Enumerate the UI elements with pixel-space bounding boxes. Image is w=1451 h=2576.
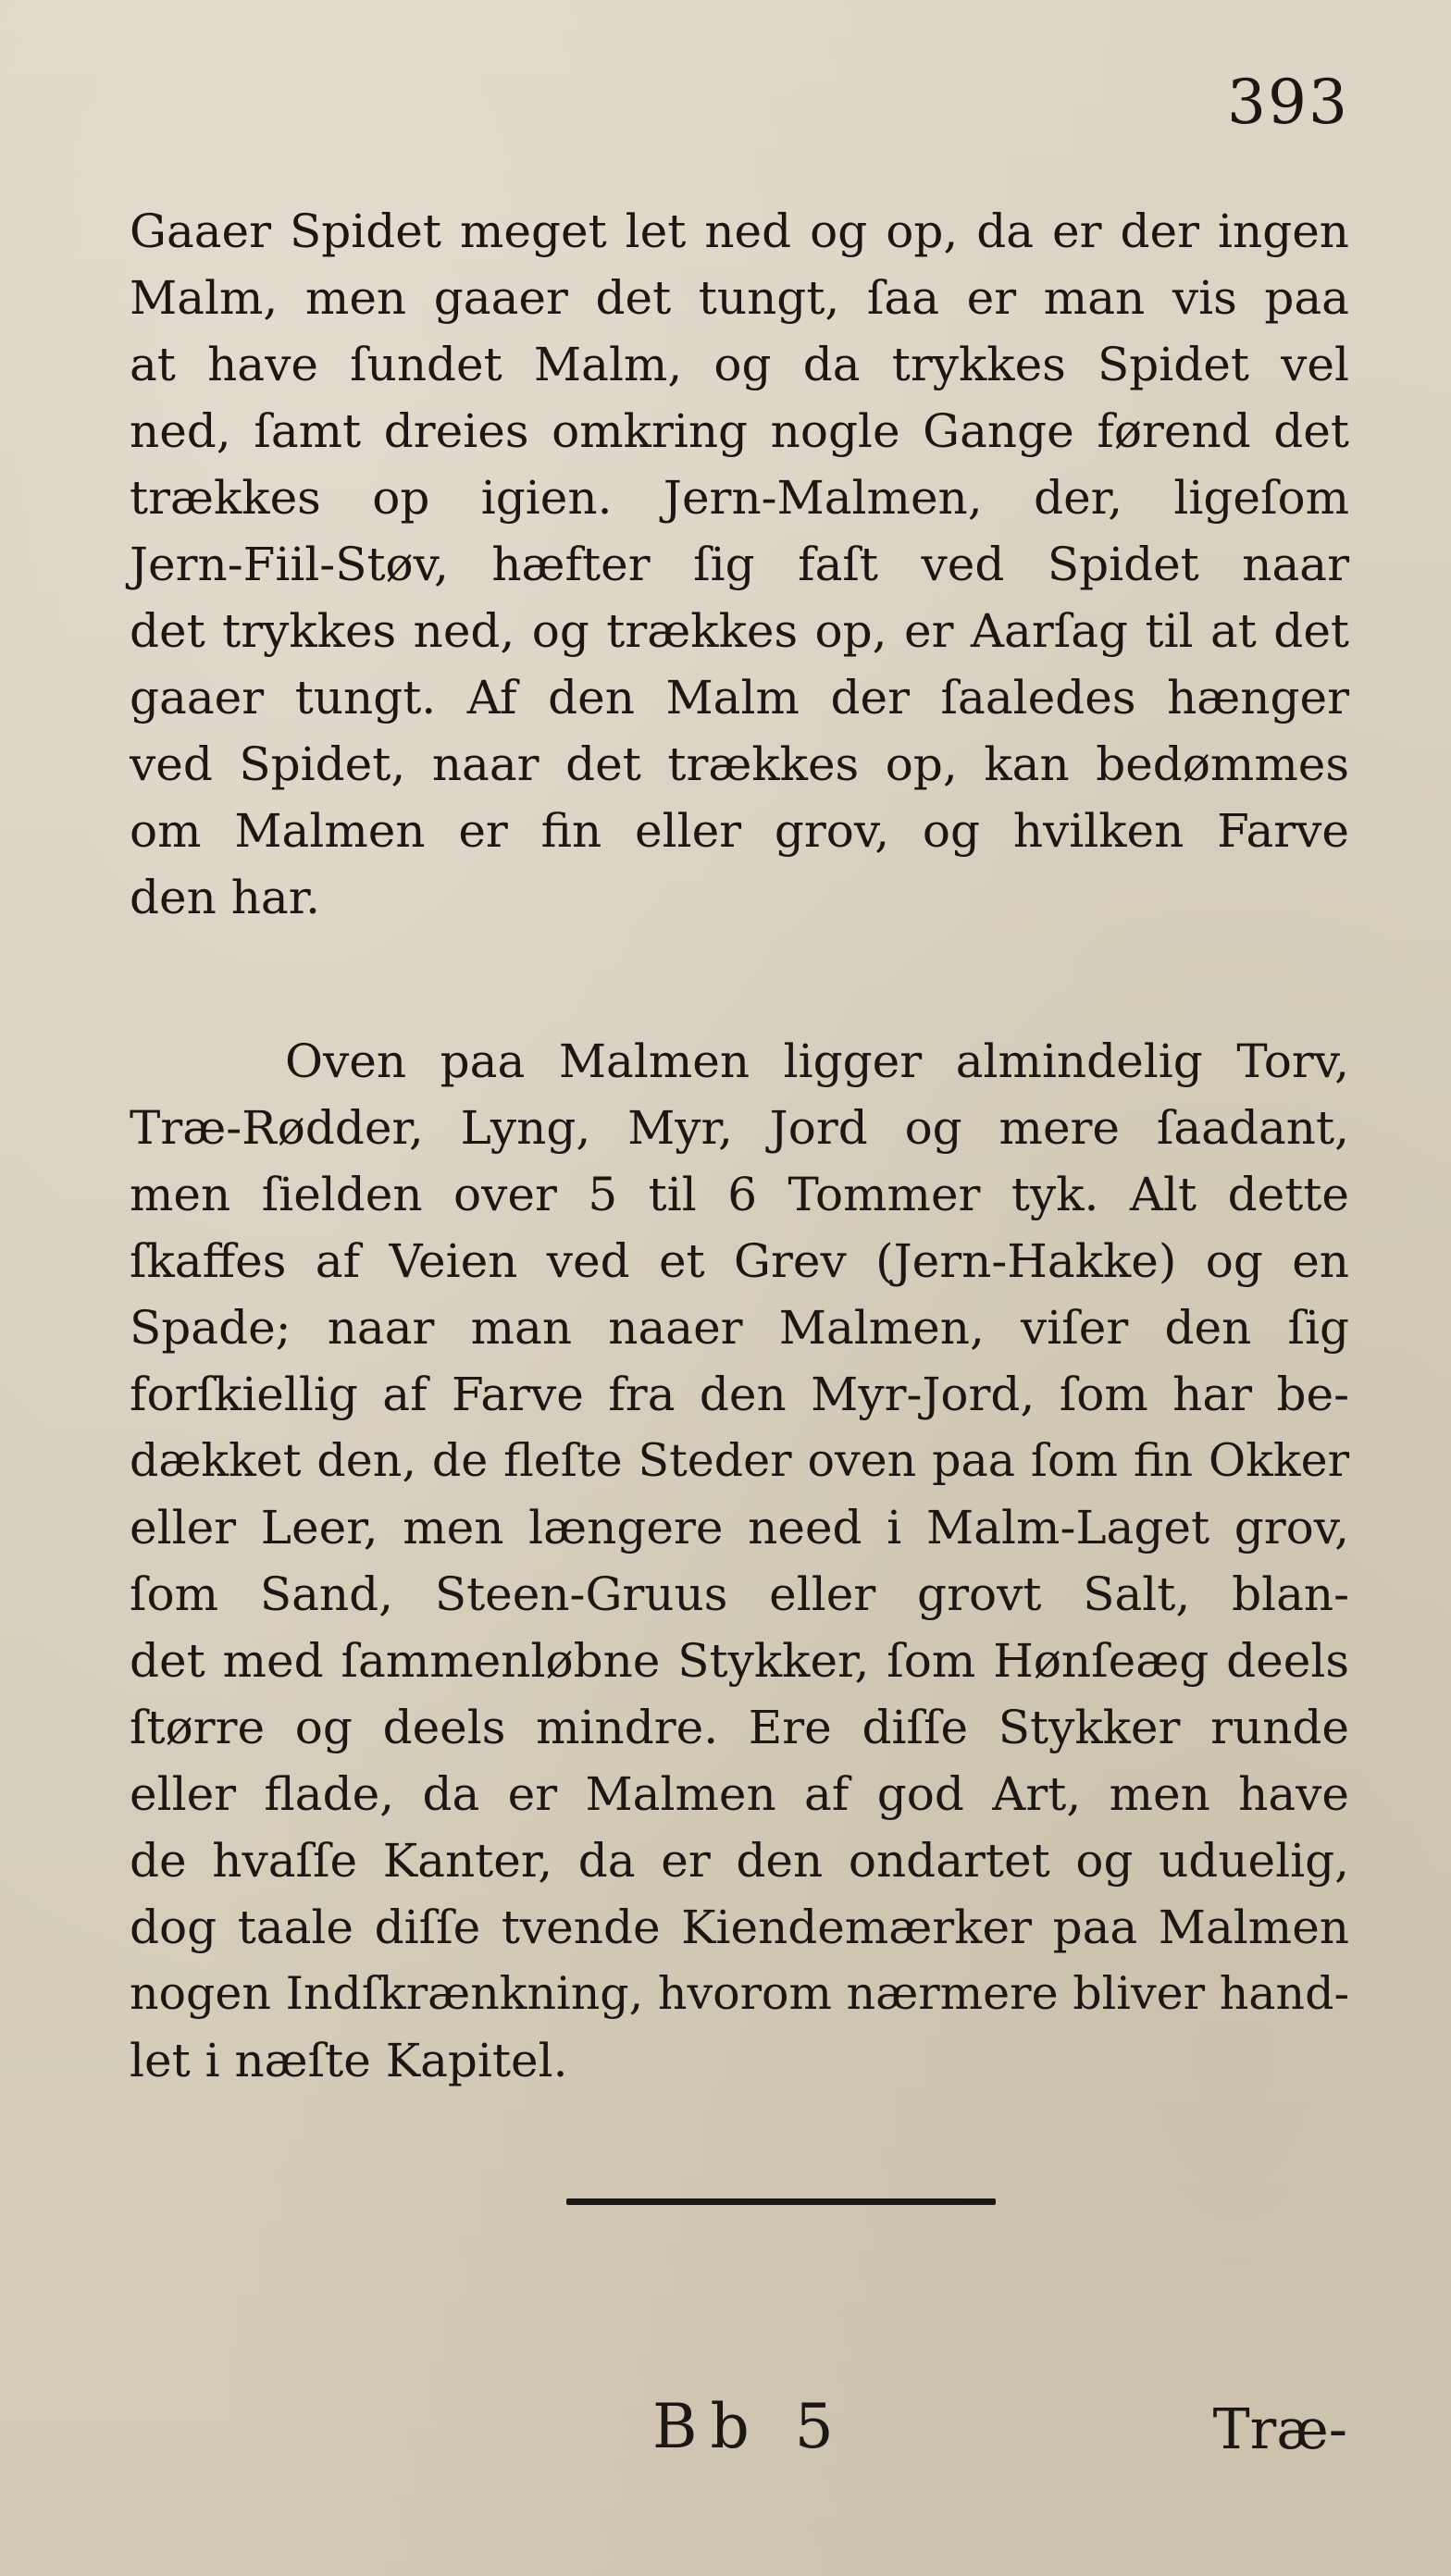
- signature-mark: Bb 5: [652, 2391, 847, 2462]
- page-number: 393: [1227, 67, 1349, 138]
- text-line: gaaer tungt. Af den Malm der ſaaledes hænger: [130, 671, 1349, 724]
- text-line: Spade; naar man naaer Malmen, viſer den ſig: [130, 1301, 1349, 1355]
- text-line: Jern-Fiil-Støv, hæfter ſig faſt ved Spidet naar: [130, 538, 1349, 591]
- catchword: Træ-: [1212, 2397, 1347, 2462]
- text-line: ſkaffes af Veien ved et Grev (Jern-Hakke) og en: [130, 1234, 1349, 1288]
- text-line: ved Spidet, naar det trækkes op, kan bedømmes: [130, 737, 1349, 791]
- text-line: det trykkes ned, og trækkes op, er Aarſag til at det: [130, 604, 1349, 658]
- text-line: ſtørre og deels mindre. Ere diſſe Stykker runde: [130, 1701, 1349, 1754]
- text-line: Oven paa Malmen ligger almindelig Torv,: [285, 1034, 1349, 1088]
- text-line: de hvaſſe Kanter, da er den ondartet og uduelig,: [130, 1834, 1349, 1888]
- text-line: eller flade, da er Malmen af god Art, men have: [130, 1767, 1349, 1821]
- text-line: Gaaer Spidet meget let ned og op, da er der ingen: [130, 204, 1349, 258]
- text-line: forſkiellig af Farve fra den Myr-Jord, ſom har be-: [130, 1368, 1349, 1421]
- text-line: om Malmen er fin eller grov, og hvilken Farve: [130, 804, 1349, 858]
- paragraph-2: [130, 1028, 1349, 2094]
- paragraph-1: [130, 198, 1349, 931]
- text-line: dækket den, de fleſte Steder oven paa ſom fin Okker: [130, 1434, 1349, 1487]
- text-line: eller Leer, men længere need i Malm-Laget grov,: [130, 1501, 1349, 1554]
- text-line: Malm, men gaaer det tungt, ſaa er man vis paa: [130, 271, 1349, 325]
- text-line: dog taale diſſe tvende Kiendemærker paa Malmen: [130, 1901, 1349, 1954]
- text-line: ned, ſamt dreies omkring nogle Gange førend det: [130, 404, 1349, 458]
- text-line: Træ-Rødder, Lyng, Myr, Jord og mere ſaadant,: [130, 1101, 1349, 1155]
- text-line: men ſielden over 5 til 6 Tommer tyk. Alt dette: [130, 1168, 1349, 1221]
- text-line: trækkes op igien. Jern-Malmen, der, ligeſom: [130, 471, 1349, 525]
- text-line: at have ſundet Malm, og da trykkes Spidet vel: [130, 338, 1349, 391]
- text-line: det med ſammenløbne Stykker, ſom Hønſeæg deels: [130, 1634, 1349, 1688]
- text-line: let i næſte Kapitel.: [130, 2034, 568, 2087]
- section-divider: [566, 2198, 996, 2205]
- text-line: ſom Sand, Steen-Gruus eller grovt Salt, blan-: [130, 1567, 1349, 1621]
- text-line: den har.: [130, 871, 321, 924]
- text-line: nogen Indſkrænkning, hvorom nærmere bliver hand-: [130, 1967, 1349, 2020]
